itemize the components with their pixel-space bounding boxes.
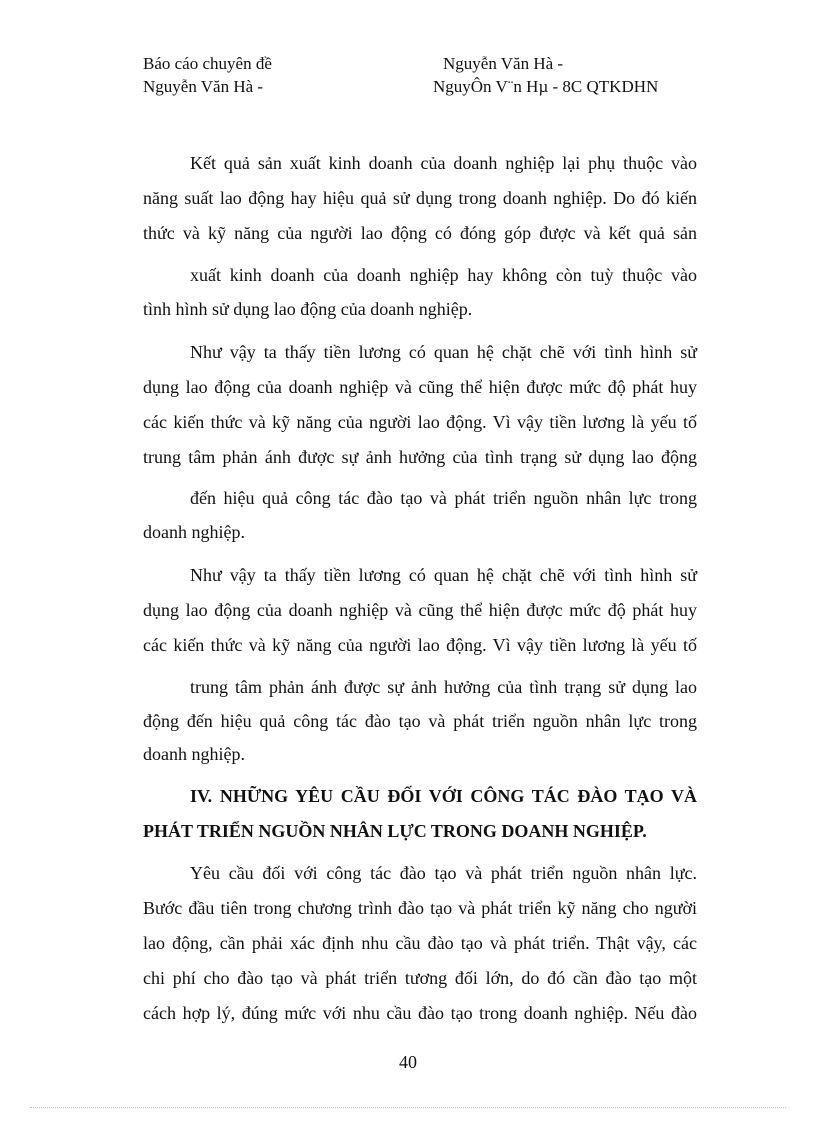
- paragraph-3-line-1: Như vậy ta thấy tiền lương có quan hệ chặt chẽ với tình hình sử: [190, 565, 697, 585]
- paragraph-4-line-1: Yêu cầu đối với công tác đào tạo và phát triển nguồn nhân lực.: [190, 863, 697, 883]
- page-number: 40: [399, 1052, 417, 1072]
- footer-dotted-rule: [30, 1107, 786, 1108]
- header-report-title: Báo cáo chuyên đề: [143, 54, 272, 73]
- paragraph-2-line-3: các kiến thức và kỹ năng của người lao động. Vì vậy tiền lương là yếu tố: [143, 412, 697, 432]
- paragraph-1-line-4: xuất kinh doanh của doanh nghiệp hay không còn tuỳ thuộc vào: [190, 265, 697, 285]
- paragraph-2-line-5: đến hiệu quả công tác đào tạo và phát triển nguồn nhân lực trong: [190, 488, 697, 508]
- paragraph-2-line-2: dụng lao động của doanh nghiệp và cũng thể hiện được mức độ phát huy: [143, 377, 697, 397]
- paragraph-3-line-4: trung tâm phản ánh được sự ảnh hưởng của tình trạng sử dụng lao: [190, 677, 697, 697]
- paragraph-4-line-4: chi phí cho đào tạo và phát triển tương đối lớn, do đó cần đào tạo một: [143, 968, 697, 988]
- paragraph-1-line-3: thức và kỹ năng của người lao động có đóng góp được và kết quả sản: [143, 223, 697, 243]
- header-author-class: NguyÔn V¨n Hµ - 8C QTKDHN: [433, 77, 659, 96]
- paragraph-2-line-6: doanh nghiệp.: [143, 522, 245, 542]
- paragraph-1-line-1: Kết quả sản xuất kinh doanh của doanh nghiệp lại phụ thuộc vào: [190, 153, 697, 173]
- header-author-name-repeat: Nguyễn Văn Hà -: [143, 77, 264, 96]
- section-heading-line-2: PHÁT TRIỂN NGUỒN NHÂN LỰC TRONG DOANH NGHIỆP.: [143, 821, 647, 841]
- paragraph-3-line-2: dụng lao động của doanh nghiệp và cũng thể hiện được mức độ phát huy: [143, 600, 697, 620]
- paragraph-1-line-5: tình hình sử dụng lao động của doanh nghiệp.: [143, 299, 473, 319]
- paragraph-4-line-2: Bước đầu tiên trong chương trình đào tạo và phát triển kỹ năng cho người: [143, 898, 697, 918]
- paragraph-4-line-3: lao động, cần phải xác định nhu cầu đào tạo và phát triển. Thật vậy, các: [143, 933, 697, 953]
- paragraph-2-line-1: Như vậy ta thấy tiền lương có quan hệ chặt chẽ với tình hình sử: [190, 342, 697, 362]
- section-heading-line-1: IV. NHỮNG YÊU CẦU ĐỐI VỚI CÔNG TÁC ĐÀO TẠO VÀ: [190, 786, 697, 806]
- paragraph-2-line-4: trung tâm phản ánh được sự ảnh hưởng của tình trạng sử dụng lao động: [143, 447, 697, 467]
- paragraph-3-line-6: doanh nghiệp.: [143, 744, 245, 764]
- paragraph-4-line-5: cách hợp lý, đúng mức với nhu cầu đào tạo trong doanh nghiệp. Nếu đào: [143, 1003, 697, 1023]
- paragraph-1-line-2: năng suất lao động hay hiệu quả sử dụng trong doanh nghiệp. Do đó kiến: [143, 188, 697, 208]
- paragraph-3-line-5: động đến hiệu quả công tác đào tạo và phát triển nguồn nhân lực trong: [143, 711, 697, 731]
- header-author-name: Nguyễn Văn Hà -: [443, 54, 564, 73]
- paragraph-3-line-3: các kiến thức và kỹ năng của người lao động. Vì vậy tiền lương là yếu tố: [143, 635, 697, 655]
